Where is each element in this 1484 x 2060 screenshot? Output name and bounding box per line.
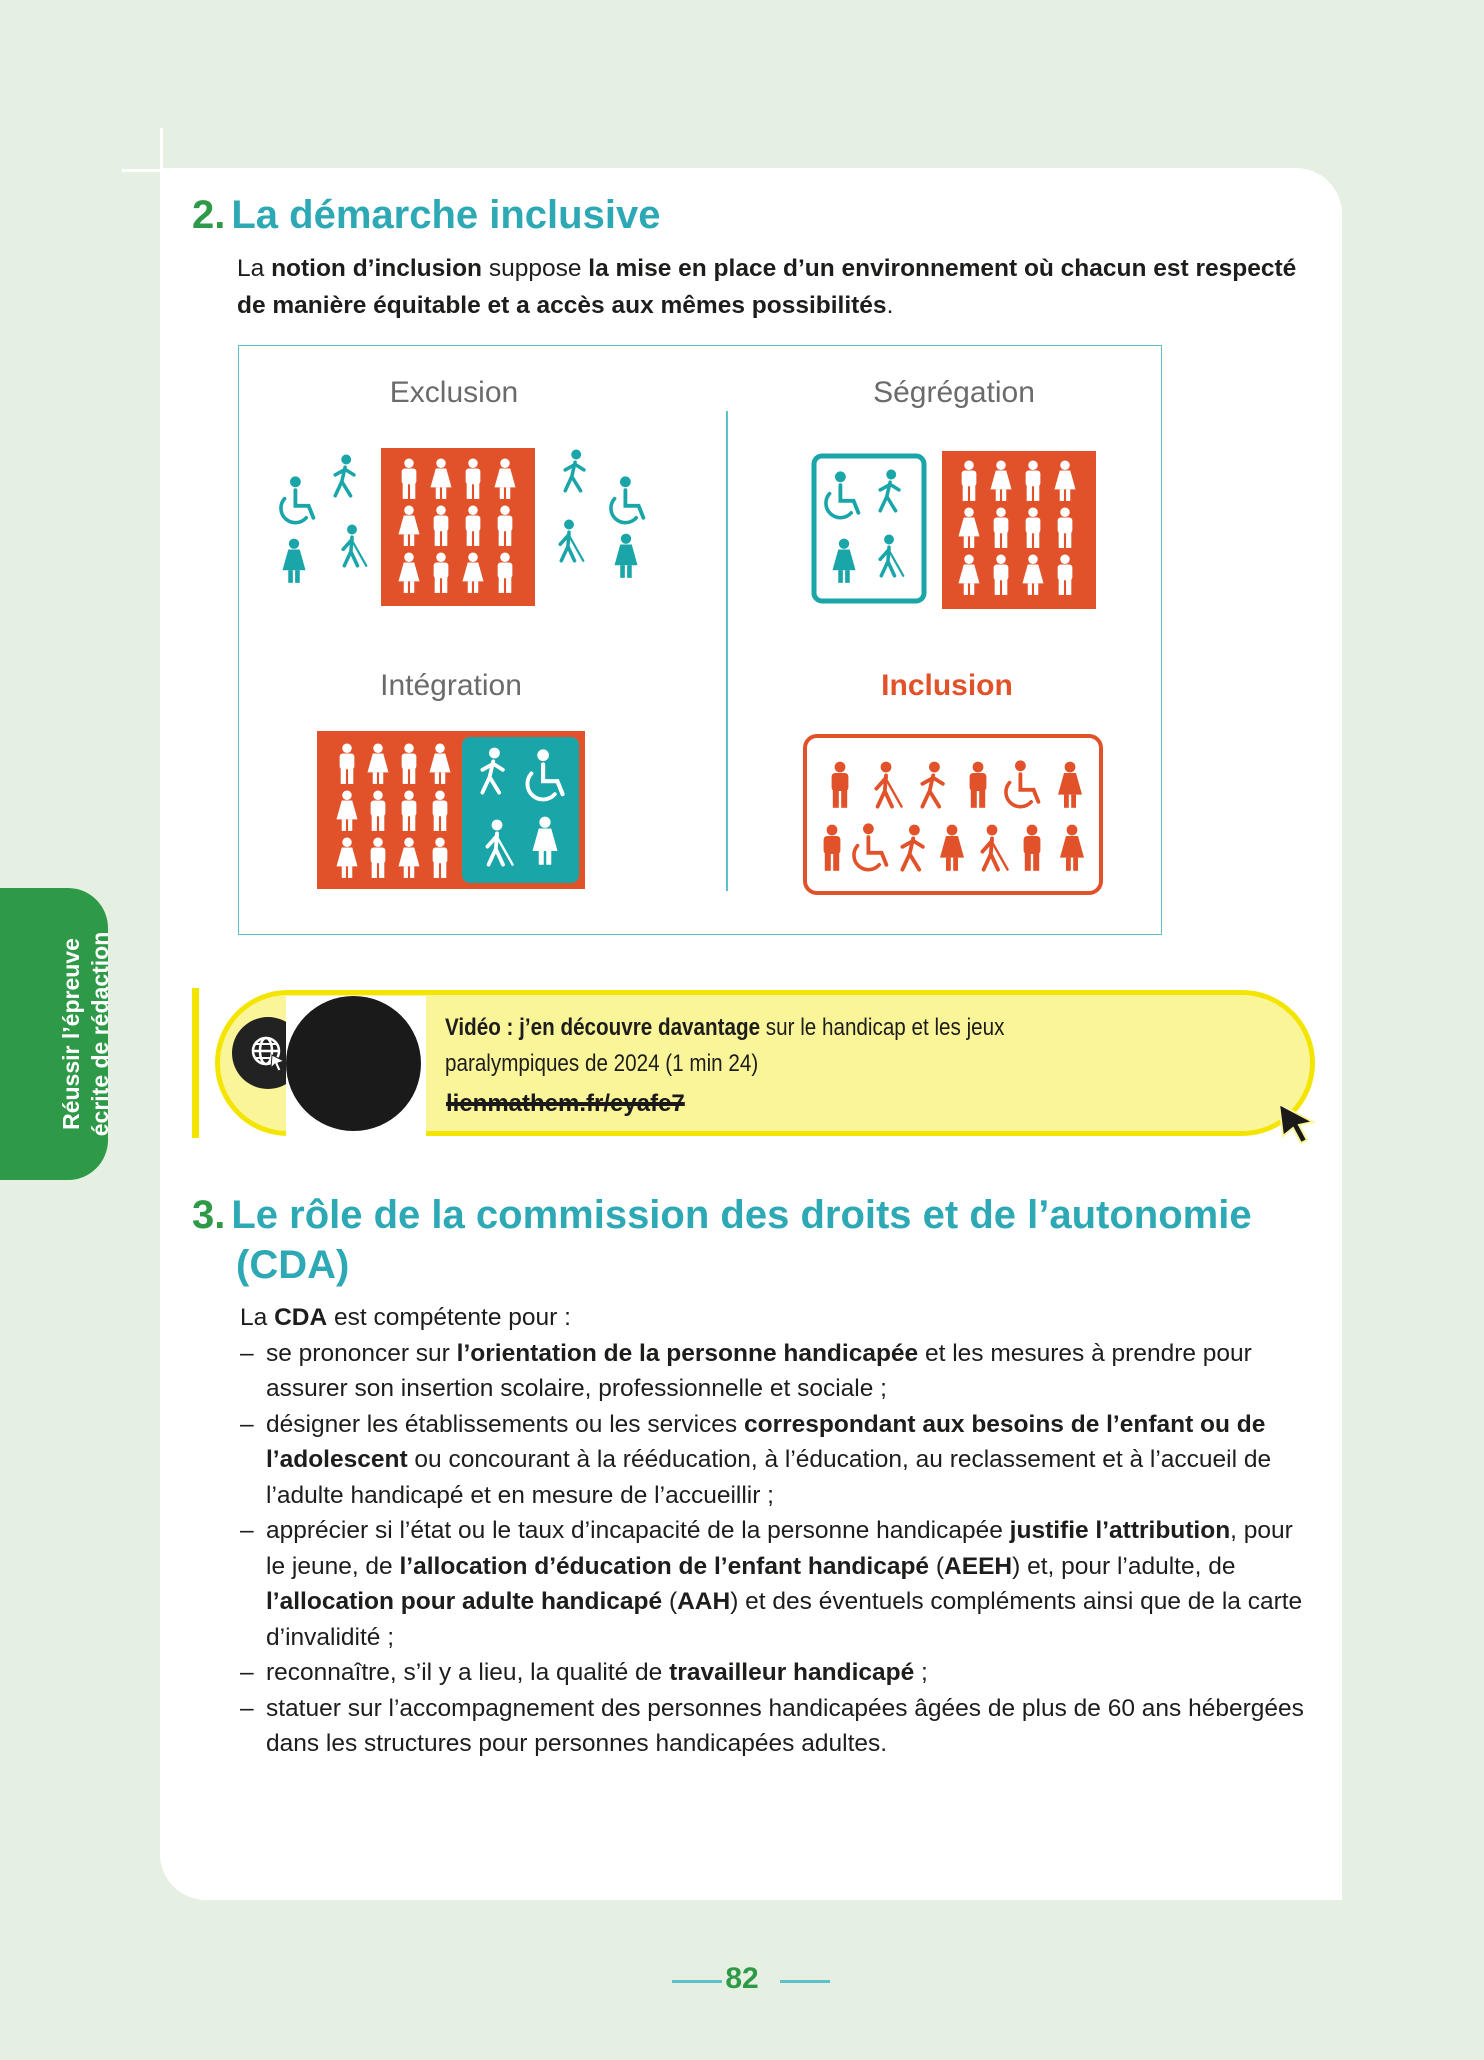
man-figure: [970, 762, 987, 808]
section-number: 2.: [192, 193, 226, 237]
label-segregation: Ségrégation: [873, 376, 1035, 409]
cane-figure: [343, 525, 366, 566]
walk-figure: [565, 450, 584, 491]
side-tab: [0, 888, 113, 1180]
walk-figure: [902, 825, 922, 870]
section-2-intro: La notion d’inclusion suppose la mise en place d’un environnement où chacun est respecté de manière équitable et a accès aux mêmes possibilités.: [237, 255, 1297, 319]
cane-figure: [982, 825, 1007, 870]
section-3-lead: La CDA est compétente pour :: [240, 1304, 571, 1331]
man-figure: [832, 762, 849, 808]
page-number: 82: [725, 1962, 759, 1995]
video-description: [445, 1010, 1099, 1082]
wheel-figure: [611, 476, 643, 522]
wheel-figure: [826, 471, 858, 517]
corner-mark: [160, 128, 163, 188]
exclusion-illustration: [264, 446, 664, 626]
video-accent-bar: [192, 988, 199, 1138]
wheel-figure: [854, 823, 886, 869]
video-link[interactable]: lienmathem.fr/eyafe7: [446, 1090, 685, 1117]
wheel-figure: [1006, 760, 1038, 806]
list-item: – désigner les établissements ou les services correspondant aux besoins de l’enfant ou de l’adolescent ou concourant à la rééducation, à l’éducation, au reclassement et à l’accueil de l’adulte handicapé et en mesure de l’accueillir ;: [240, 1407, 1315, 1514]
diagram-divider: [726, 411, 728, 891]
inclusive-block: [805, 736, 1101, 893]
qr-redaction: [286, 996, 421, 1131]
wheel-figure: [281, 476, 313, 522]
section-3-body: [240, 1300, 1315, 1762]
side-tab-line: Réussir l’épreuve: [58, 938, 84, 1130]
man-figure: [824, 825, 841, 871]
list-item: – reconnaître, s’il y a lieu, la qualité de travailleur handicapé ;: [240, 1655, 1315, 1691]
segregated-block: [814, 456, 924, 601]
side-tab-label: [57, 932, 115, 1137]
section-2-heading: [192, 190, 660, 240]
section-number: 3.: [192, 1193, 226, 1237]
corner-mark: [122, 169, 182, 172]
cane-figure: [880, 535, 903, 576]
woman-figure: [1058, 762, 1082, 808]
segregation-illustration: [809, 451, 1109, 621]
walk-figure: [335, 455, 354, 496]
cursor-icon: [1275, 1100, 1319, 1146]
section-title: Le rôle de la commission des droits et de l’autonomie: [231, 1193, 1252, 1237]
cane-figure: [876, 762, 901, 807]
inclusion-illustration: [802, 733, 1112, 903]
woman-figure: [833, 539, 856, 583]
label-exclusion: Exclusion: [389, 376, 519, 409]
woman-figure: [1060, 825, 1084, 871]
side-tab-line: écrite de rédaction: [87, 931, 113, 1137]
woman-figure: [283, 539, 306, 583]
list-item: – apprécier si l’état ou le taux d’incapacité de la personne handicapée justifie l’attribution, pour le jeune, de l’allocation d’éducation de l’enfant handicapé (AEEH) et, pour l’adulte, de l’allocation pour adulte handicapé (AAH) et des éventuels compléments ainsi que de la carte d’invalidité ;: [240, 1513, 1315, 1655]
walk-figure: [922, 762, 942, 807]
woman-figure: [940, 825, 964, 871]
section-title: La démarche inclusive: [231, 193, 661, 237]
inclusion-diagram: [238, 345, 1162, 935]
woman-figure: [615, 534, 638, 578]
section-3-heading-line2: (CDA): [236, 1243, 350, 1287]
qr-code[interactable]: [286, 996, 426, 1136]
section-3-heading: [192, 1190, 1252, 1240]
label-inclusion: Inclusion: [881, 669, 1013, 702]
video-label: Vidéo : j’en découvre davantage: [445, 1014, 761, 1041]
man-figure: [1024, 825, 1041, 871]
integration-illustration: [317, 731, 597, 901]
list-item: – se prononcer sur l’orientation de la personne handicapée et les mesures à prendre pour assurer son insertion scolaire, professionnelle et sociale ;: [240, 1336, 1315, 1407]
video-text: sur le handicap et les jeux paralympiques de 2024 (1 min 24): [445, 1014, 1005, 1077]
label-integration: Intégration: [380, 669, 522, 702]
walk-figure: [880, 470, 899, 511]
cda-list: [240, 1336, 1315, 1762]
cane-figure: [560, 520, 583, 561]
list-item: – statuer sur l’accompagnement des personnes handicapées âgées de plus de 60 ans hébergées dans les structures pour personnes handicapées adultes.: [240, 1691, 1315, 1762]
integrated-block: [462, 737, 579, 883]
